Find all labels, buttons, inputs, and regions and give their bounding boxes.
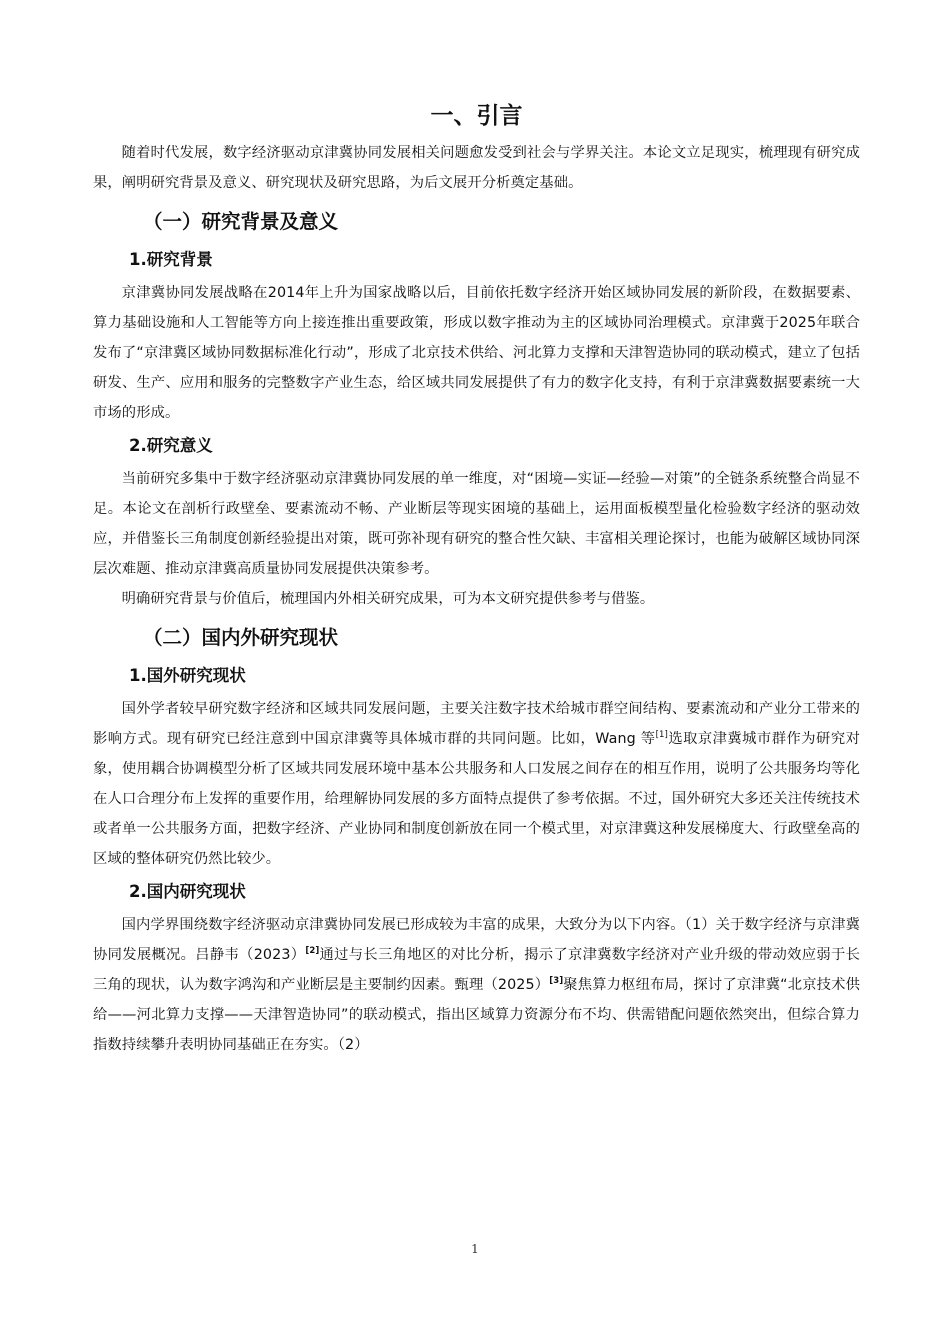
page-content (93, 98, 860, 1060)
section-heading-literature: （二）国内外研究现状 (143, 626, 339, 649)
citation-1: [1] (655, 730, 668, 741)
citation-2: [2] (305, 946, 320, 957)
section-heading-background: （一）研究背景及意义 (143, 210, 339, 233)
paragraph-foreign-research (93, 694, 860, 874)
citation-3: [3] (549, 976, 564, 987)
subheading-foreign-research: 1.国外研究现状 (129, 666, 246, 685)
page-number: 1 (471, 1242, 479, 1256)
subheading-research-background: 1.研究背景 (129, 250, 213, 269)
subheading-research-significance: 2.研究意义 (129, 436, 213, 455)
domestic-text-a: 国内学界围绕数字经济驱动京津冀协同发展已形成较为丰富的成果，大致分为以下内容。（1）关于数字经济与京津冀协同发展概况。吕静韦（2023） (93, 917, 860, 963)
domestic-text-c: 聚焦算力枢纽布局，探讨了京津冀“北京技术供给——河北算力支撑——天津智造协同”的联动模式，指出区域算力资源分布不均、供需错配问题依然突出，但综合算力指数持续攀升表明协同基础正在夯实。（2） (93, 977, 860, 1053)
paragraph-research-significance: 当前研究多集中于数字经济驱动京津冀协同发展的单一维度，对“困境—实证—经验—对策”的全链条系统整合尚显不足。本论文在剖析行政壁垒、要素流动不畅、产业断层等现实困境的基础上，运用面板模型量化检验数字经济的驱动效应，并借鉴长三角制度创新经验提出对策，既可弥补现有研究的整合性欠缺、丰富相关理论探讨，也能为破解区域协同深层次难题、推动京津冀高质量协同发展提供决策参考。 (93, 471, 860, 577)
paragraph-domestic-research (93, 910, 860, 1060)
paragraph-transition: 明确研究背景与价值后，梳理国内外相关研究成果，可为本文研究提供参考与借鉴。 (121, 591, 655, 607)
subheading-domestic-research: 2.国内研究现状 (129, 882, 246, 901)
intro-paragraph: 随着时代发展，数字经济驱动京津冀协同发展相关问题愈发受到社会与学界关注。本论文立足现实，梳理现有研究成果，阐明研究背景及意义、研究现状及研究思路，为后文展开分析奠定基础。 (93, 145, 860, 191)
paragraph-research-background: 京津冀协同发展战略在2014年上升为国家战略以后，目前依托数字经济开始区域协同发展的新阶段，在数据要素、算力基础设施和人工智能等方向上接连推出重要政策，形成以数字推动为主的区域协同治理模式。京津冀于2025年联合发布了“京津冀区域协同数据标准化行动”，形成了北京技术供给、河北算力支撑和天津智造协同的联动模式，建立了包括研发、生产、应用和服务的完整数字产业生态，给区域共同发展提供了有力的数字化支持，有利于京津冀数据要素统一大市场的形成。 (93, 285, 860, 421)
domestic-text-b: 通过与长三角地区的对比分析，揭示了京津冀数字经济对产业升级的带动效应弱于长三角的现状，认为数字鸿沟和产业断层是主要制约因素。甄理（2025） (93, 947, 861, 993)
foreign-text-a: 国外学者较早研究数字经济和区域共同发展问题，主要关注数字技术给城市群空间结构、要素流动和产业分工带来的影响方式。现有研究已经注意到中国京津冀等具体城市群的共同问题。比如，Wang 等 (93, 701, 860, 747)
foreign-text-b: 选取京津冀城市群作为研究对象，使用耦合协调模型分析了区域共同发展环境中基本公共服务和人口发展之间存在的相互作用，说明了公共服务均等化在人口合理分布上发挥的重要作用，给理解协同发展的多方面特点提供了参考依据。不过，国外研究大多还关注传统技术或者单一公共服务方面，把数字经济、产业协同和制度创新放在同一个模式里，对京津冀这种发展梯度大、行政壁垒高的区域的整体研究仍然比较少。 (93, 731, 860, 867)
chapter-title: 一、引言 (430, 103, 523, 129)
